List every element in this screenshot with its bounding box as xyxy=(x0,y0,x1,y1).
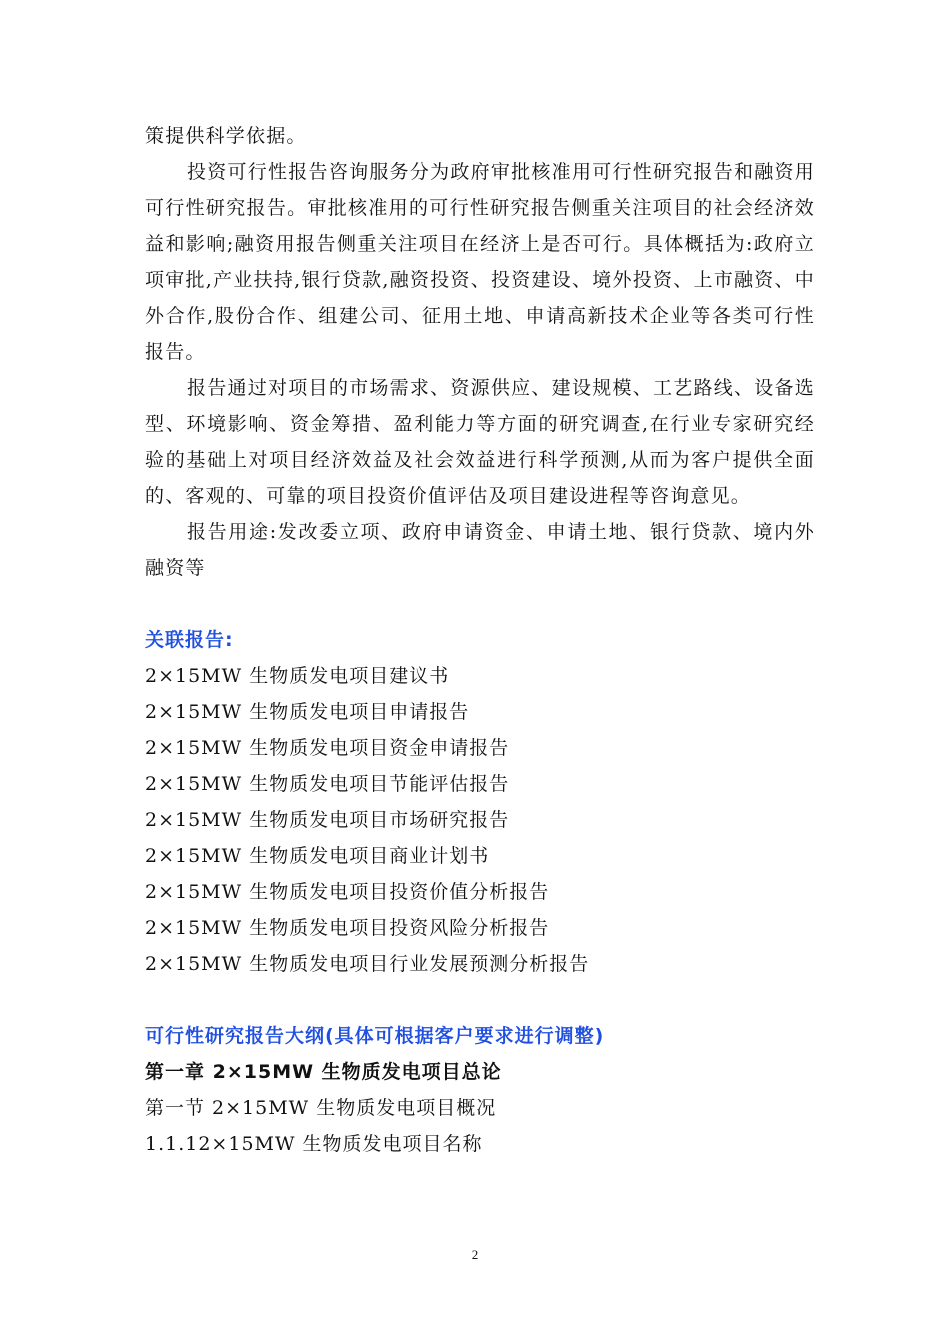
related-report-item[interactable]: 2×15MW 生物质发电项目资金申请报告 xyxy=(145,737,510,759)
paragraph-service-types: 投资可行性报告咨询服务分为政府审批核准用可行性研究报告和融资用可行性研究报告。审批核准用的可行性研究报告侧重关注项目的社会经济效益和影响;融资用报告侧重关注项目在经济上是否可行。具体概括为:政府立项审批,产业扶持,银行贷款,融资投资、投资建设、境外投资、上市融资、中外合作,股份合作、组建公司、征用土地、申请高新技术企业等各类可行性报告。 xyxy=(145,161,815,363)
related-report-item[interactable]: 2×15MW 生物质发电项目节能评估报告 xyxy=(145,773,510,795)
outline-heading: 可行性研究报告大纲(具体可根据客户要求进行调整) xyxy=(145,1025,605,1047)
related-reports-list xyxy=(145,658,815,982)
spacer xyxy=(145,586,815,622)
section-title: 第一节 2×15MW 生物质发电项目概况 xyxy=(145,1097,497,1119)
chapter-title: 第一章 2×15MW 生物质发电项目总论 xyxy=(145,1061,502,1083)
related-report-item[interactable]: 2×15MW 生物质发电项目投资风险分析报告 xyxy=(145,917,550,939)
related-report-item[interactable]: 2×15MW 生物质发电项目申请报告 xyxy=(145,701,470,723)
paragraph-report-content: 报告通过对项目的市场需求、资源供应、建设规模、工艺路线、设备选型、环境影响、资金筹措、盈利能力等方面的研究调查,在行业专家研究经验的基础上对项目经济效益及社会效益进行科学预测,从而为客户提供全面的、客观的、可靠的项目投资价值评估及项目建设进程等咨询意见。 xyxy=(145,377,815,507)
related-report-item[interactable]: 2×15MW 生物质发电项目建议书 xyxy=(145,665,450,687)
related-report-item[interactable]: 2×15MW 生物质发电项目投资价值分析报告 xyxy=(145,881,550,903)
related-report-item[interactable]: 2×15MW 生物质发电项目市场研究报告 xyxy=(145,809,510,831)
related-report-item[interactable]: 2×15MW 生物质发电项目商业计划书 xyxy=(145,845,490,867)
page-number: 2 xyxy=(471,1247,479,1262)
page-content xyxy=(145,118,815,1162)
subsection-title: 1.1.12×15MW 生物质发电项目名称 xyxy=(145,1133,483,1155)
related-report-item[interactable]: 2×15MW 生物质发电项目行业发展预测分析报告 xyxy=(145,953,590,975)
paragraph-continuation: 策提供科学依据。 xyxy=(145,125,307,147)
related-reports-heading: 关联报告: xyxy=(145,629,234,651)
spacer xyxy=(145,982,815,1018)
paragraph-report-usage: 报告用途:发改委立项、政府申请资金、申请土地、银行贷款、境内外融资等 xyxy=(145,521,815,579)
